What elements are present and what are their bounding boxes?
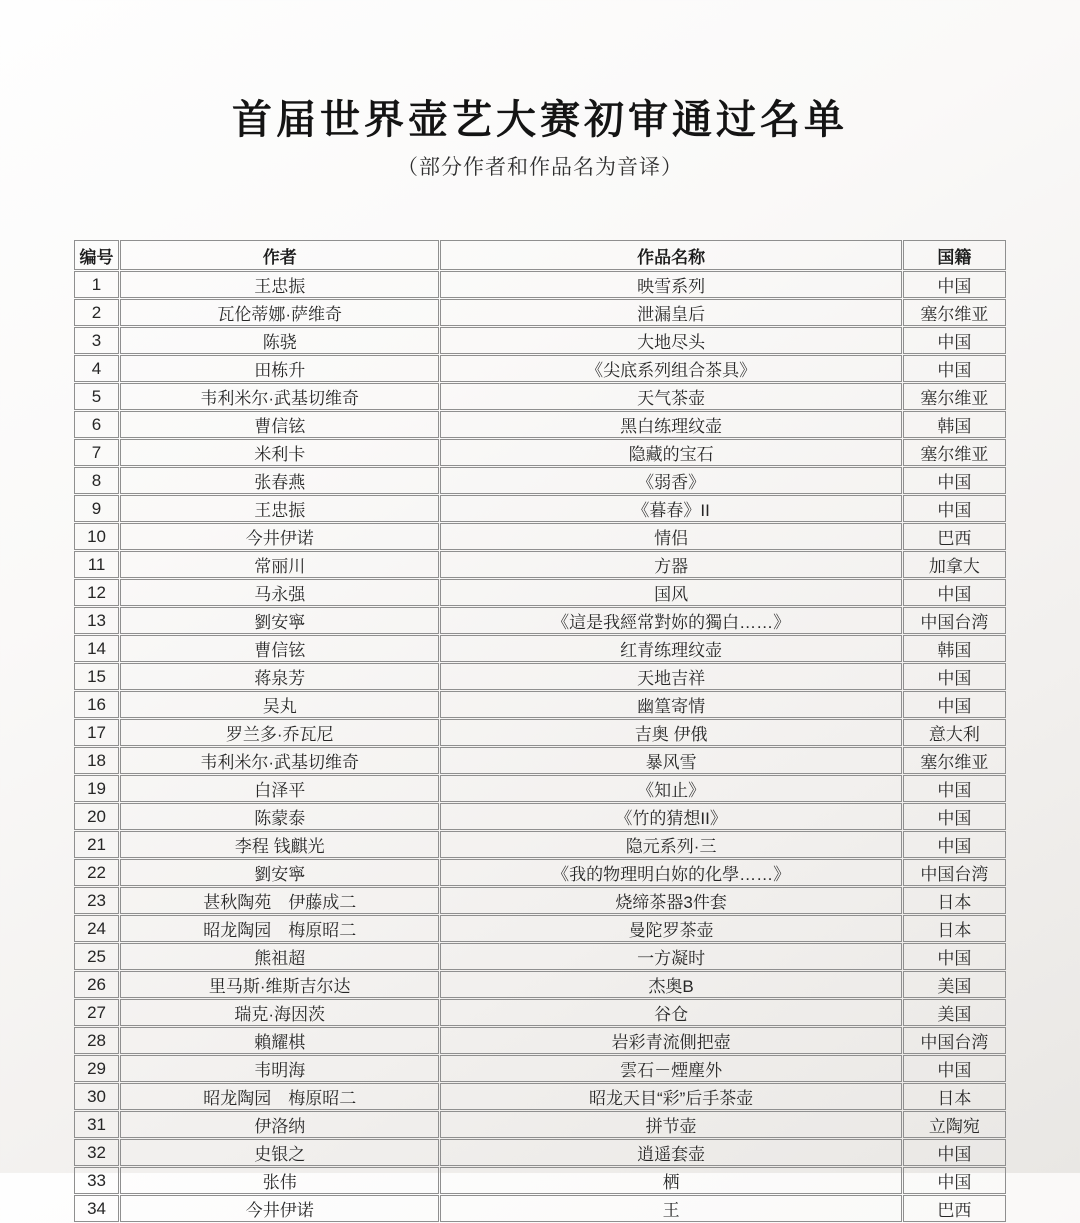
cell-work-title: 雲石－煙塵外: [440, 1055, 901, 1082]
cell-number: 27: [74, 999, 119, 1026]
table-row: [74, 439, 1006, 466]
cell-author: 王忠振: [120, 271, 439, 298]
cell-work-title: 天气茶壶: [440, 383, 901, 410]
table-row: [74, 299, 1006, 326]
cell-work-title: 暴风雪: [440, 747, 901, 774]
table-row: [74, 1111, 1006, 1138]
table-row: [74, 943, 1006, 970]
results-table: [73, 239, 1007, 1223]
cell-nationality: 中国: [903, 495, 1006, 522]
cell-nationality: 中国: [903, 271, 1006, 298]
cell-author: 劉安寧: [120, 607, 439, 634]
table-row: [74, 747, 1006, 774]
table-row: [74, 607, 1006, 634]
cell-author: 曹信铉: [120, 635, 439, 662]
cell-number: 6: [74, 411, 119, 438]
cell-work-title: 拼节壶: [440, 1111, 901, 1138]
cell-author: 张春燕: [120, 467, 439, 494]
cell-number: 11: [74, 551, 119, 578]
cell-work-title: 天地吉祥: [440, 663, 901, 690]
table-row: [74, 1027, 1006, 1054]
cell-nationality: 中国: [903, 943, 1006, 970]
cell-nationality: 中国: [903, 803, 1006, 830]
cell-number: 2: [74, 299, 119, 326]
cell-author: 瓦伦蒂娜·萨维奇: [120, 299, 439, 326]
header-nationality: 国籍: [903, 240, 1006, 270]
cell-nationality: 塞尔维亚: [903, 747, 1006, 774]
cell-nationality: 美国: [903, 971, 1006, 998]
cell-work-title: 大地尽头: [440, 327, 901, 354]
cell-number: 32: [74, 1139, 119, 1166]
table-row: [74, 579, 1006, 606]
cell-nationality: 巴西: [903, 1195, 1006, 1222]
table-row: [74, 551, 1006, 578]
cell-number: 14: [74, 635, 119, 662]
page-title: 首届世界壶艺大赛初审通过名单: [232, 98, 848, 142]
table-row: [74, 999, 1006, 1026]
cell-nationality: 中国台湾: [903, 1027, 1006, 1054]
cell-author: 伊洛纳: [120, 1111, 439, 1138]
cell-number: 17: [74, 719, 119, 746]
table-header: [74, 240, 1006, 270]
cell-nationality: 中国: [903, 579, 1006, 606]
table-row: [74, 1139, 1006, 1166]
header-number: 编号: [74, 240, 119, 270]
table-row: [74, 467, 1006, 494]
cell-author: 米利卡: [120, 439, 439, 466]
cell-author: 陈骁: [120, 327, 439, 354]
cell-number: 34: [74, 1195, 119, 1222]
cell-author: 昭龙陶园 梅原昭二: [120, 915, 439, 942]
cell-author: 田栋升: [120, 355, 439, 382]
cell-number: 8: [74, 467, 119, 494]
table-row: [74, 775, 1006, 802]
cell-nationality: 中国: [903, 831, 1006, 858]
cell-number: 9: [74, 495, 119, 522]
cell-nationality: 塞尔维亚: [903, 383, 1006, 410]
table-body: [74, 271, 1006, 1222]
cell-number: 33: [74, 1167, 119, 1194]
cell-author: 常丽川: [120, 551, 439, 578]
table-row: [74, 523, 1006, 550]
cell-work-title: 隐藏的宝石: [440, 439, 901, 466]
cell-number: 29: [74, 1055, 119, 1082]
cell-work-title: 杰奥B: [440, 971, 901, 998]
cell-nationality: 中国: [903, 1167, 1006, 1194]
table-row: [74, 719, 1006, 746]
cell-nationality: 日本: [903, 887, 1006, 914]
cell-author: 陈蒙泰: [120, 803, 439, 830]
cell-work-title: 栖: [440, 1167, 901, 1194]
cell-work-title: 《尖底系列组合茶具》: [440, 355, 901, 382]
table-row: [74, 971, 1006, 998]
table-row: [74, 1083, 1006, 1110]
cell-author: 罗兰多·乔瓦尼: [120, 719, 439, 746]
header-row: [74, 240, 1006, 270]
cell-number: 16: [74, 691, 119, 718]
cell-author: 昭龙陶园 梅原昭二: [120, 1083, 439, 1110]
cell-nationality: 日本: [903, 1083, 1006, 1110]
cell-work-title: 《我的物理明白妳的化學……》: [440, 859, 901, 886]
cell-number: 31: [74, 1111, 119, 1138]
page-subtitle: （部分作者和作品名为音译）: [397, 156, 683, 179]
cell-number: 12: [74, 579, 119, 606]
table-row: [74, 327, 1006, 354]
cell-nationality: 韩国: [903, 411, 1006, 438]
cell-author: 张伟: [120, 1167, 439, 1194]
cell-number: 30: [74, 1083, 119, 1110]
cell-work-title: 《竹的猜想II》: [440, 803, 901, 830]
cell-work-title: 情侣: [440, 523, 901, 550]
cell-author: 瑞克·海因茨: [120, 999, 439, 1026]
cell-nationality: 塞尔维亚: [903, 439, 1006, 466]
cell-nationality: 中国: [903, 775, 1006, 802]
cell-work-title: 幽篁寄情: [440, 691, 901, 718]
cell-author: 马永强: [120, 579, 439, 606]
cell-author: 甚秋陶苑 伊藤成二: [120, 887, 439, 914]
table-row: [74, 915, 1006, 942]
cell-author: 曹信铉: [120, 411, 439, 438]
cell-nationality: 中国: [903, 691, 1006, 718]
cell-author: 今井伊诺: [120, 1195, 439, 1222]
cell-nationality: 意大利: [903, 719, 1006, 746]
cell-work-title: 昭龙天目“彩”后手茶壶: [440, 1083, 901, 1110]
cell-author: 白泽平: [120, 775, 439, 802]
cell-author: 王忠振: [120, 495, 439, 522]
cell-work-title: 映雪系列: [440, 271, 901, 298]
table-row: [74, 691, 1006, 718]
cell-work-title: 曼陀罗茶壶: [440, 915, 901, 942]
cell-work-title: 方器: [440, 551, 901, 578]
cell-nationality: 立陶宛: [903, 1111, 1006, 1138]
cell-author: 蒋泉芳: [120, 663, 439, 690]
cell-work-title: 逍遥套壶: [440, 1139, 901, 1166]
cell-nationality: 中国: [903, 355, 1006, 382]
cell-author: 今井伊诺: [120, 523, 439, 550]
cell-number: 10: [74, 523, 119, 550]
table-row: [74, 831, 1006, 858]
table-row: [74, 383, 1006, 410]
cell-author: 劉安寧: [120, 859, 439, 886]
cell-work-title: 国风: [440, 579, 901, 606]
table-row: [74, 859, 1006, 886]
cell-nationality: 中国台湾: [903, 859, 1006, 886]
cell-number: 22: [74, 859, 119, 886]
table-row: [74, 1055, 1006, 1082]
cell-nationality: 中国: [903, 467, 1006, 494]
cell-number: 18: [74, 747, 119, 774]
cell-nationality: 塞尔维亚: [903, 299, 1006, 326]
table-row: [74, 663, 1006, 690]
cell-number: 19: [74, 775, 119, 802]
cell-work-title: 黑白练理纹壶: [440, 411, 901, 438]
cell-work-title: 《暮春》II: [440, 495, 901, 522]
cell-work-title: 隐元系列·三: [440, 831, 901, 858]
cell-nationality: 中国: [903, 1055, 1006, 1082]
cell-number: 26: [74, 971, 119, 998]
cell-author: 吴丸: [120, 691, 439, 718]
table-row: [74, 1195, 1006, 1222]
table-row: [74, 411, 1006, 438]
cell-nationality: 中国台湾: [903, 607, 1006, 634]
cell-nationality: 美国: [903, 999, 1006, 1026]
table-row: [74, 355, 1006, 382]
cell-number: 15: [74, 663, 119, 690]
cell-number: 7: [74, 439, 119, 466]
cell-author: 史银之: [120, 1139, 439, 1166]
cell-number: 4: [74, 355, 119, 382]
cell-number: 28: [74, 1027, 119, 1054]
cell-work-title: 烧缔茶器3件套: [440, 887, 901, 914]
cell-work-title: 《弱香》: [440, 467, 901, 494]
cell-nationality: 中国: [903, 663, 1006, 690]
cell-author: 里马斯·维斯吉尔达: [120, 971, 439, 998]
table-row: [74, 635, 1006, 662]
cell-number: 1: [74, 271, 119, 298]
cell-nationality: 日本: [903, 915, 1006, 942]
table-row: [74, 803, 1006, 830]
cell-number: 3: [74, 327, 119, 354]
cell-number: 24: [74, 915, 119, 942]
cell-work-title: 《這是我經常對妳的獨白……》: [440, 607, 901, 634]
header-work-title: 作品名称: [440, 240, 901, 270]
cell-nationality: 中国: [903, 327, 1006, 354]
cell-nationality: 韩国: [903, 635, 1006, 662]
cell-work-title: 红青练理纹壶: [440, 635, 901, 662]
cell-number: 20: [74, 803, 119, 830]
cell-author: 賴耀棋: [120, 1027, 439, 1054]
cell-author: 李程 钱麒光: [120, 831, 439, 858]
cell-work-title: 吉奥 伊俄: [440, 719, 901, 746]
cell-nationality: 巴西: [903, 523, 1006, 550]
cell-author: 韦明海: [120, 1055, 439, 1082]
cell-nationality: 加拿大: [903, 551, 1006, 578]
table-row: [74, 495, 1006, 522]
cell-work-title: 泄漏皇后: [440, 299, 901, 326]
cell-work-title: 王: [440, 1195, 901, 1222]
table-row: [74, 887, 1006, 914]
cell-number: 5: [74, 383, 119, 410]
cell-author: 熊祖超: [120, 943, 439, 970]
cell-work-title: 谷仓: [440, 999, 901, 1026]
cell-work-title: 岩彩青流側把壺: [440, 1027, 901, 1054]
cell-author: 韦利米尔·武基切维奇: [120, 383, 439, 410]
cell-work-title: 一方凝时: [440, 943, 901, 970]
cell-work-title: 《知止》: [440, 775, 901, 802]
cell-number: 13: [74, 607, 119, 634]
cell-number: 23: [74, 887, 119, 914]
cell-number: 25: [74, 943, 119, 970]
cell-nationality: 中国: [903, 1139, 1006, 1166]
cell-number: 21: [74, 831, 119, 858]
table-row: [74, 271, 1006, 298]
header-author: 作者: [120, 240, 439, 270]
cell-author: 韦利米尔·武基切维奇: [120, 747, 439, 774]
table-row: [74, 1167, 1006, 1194]
